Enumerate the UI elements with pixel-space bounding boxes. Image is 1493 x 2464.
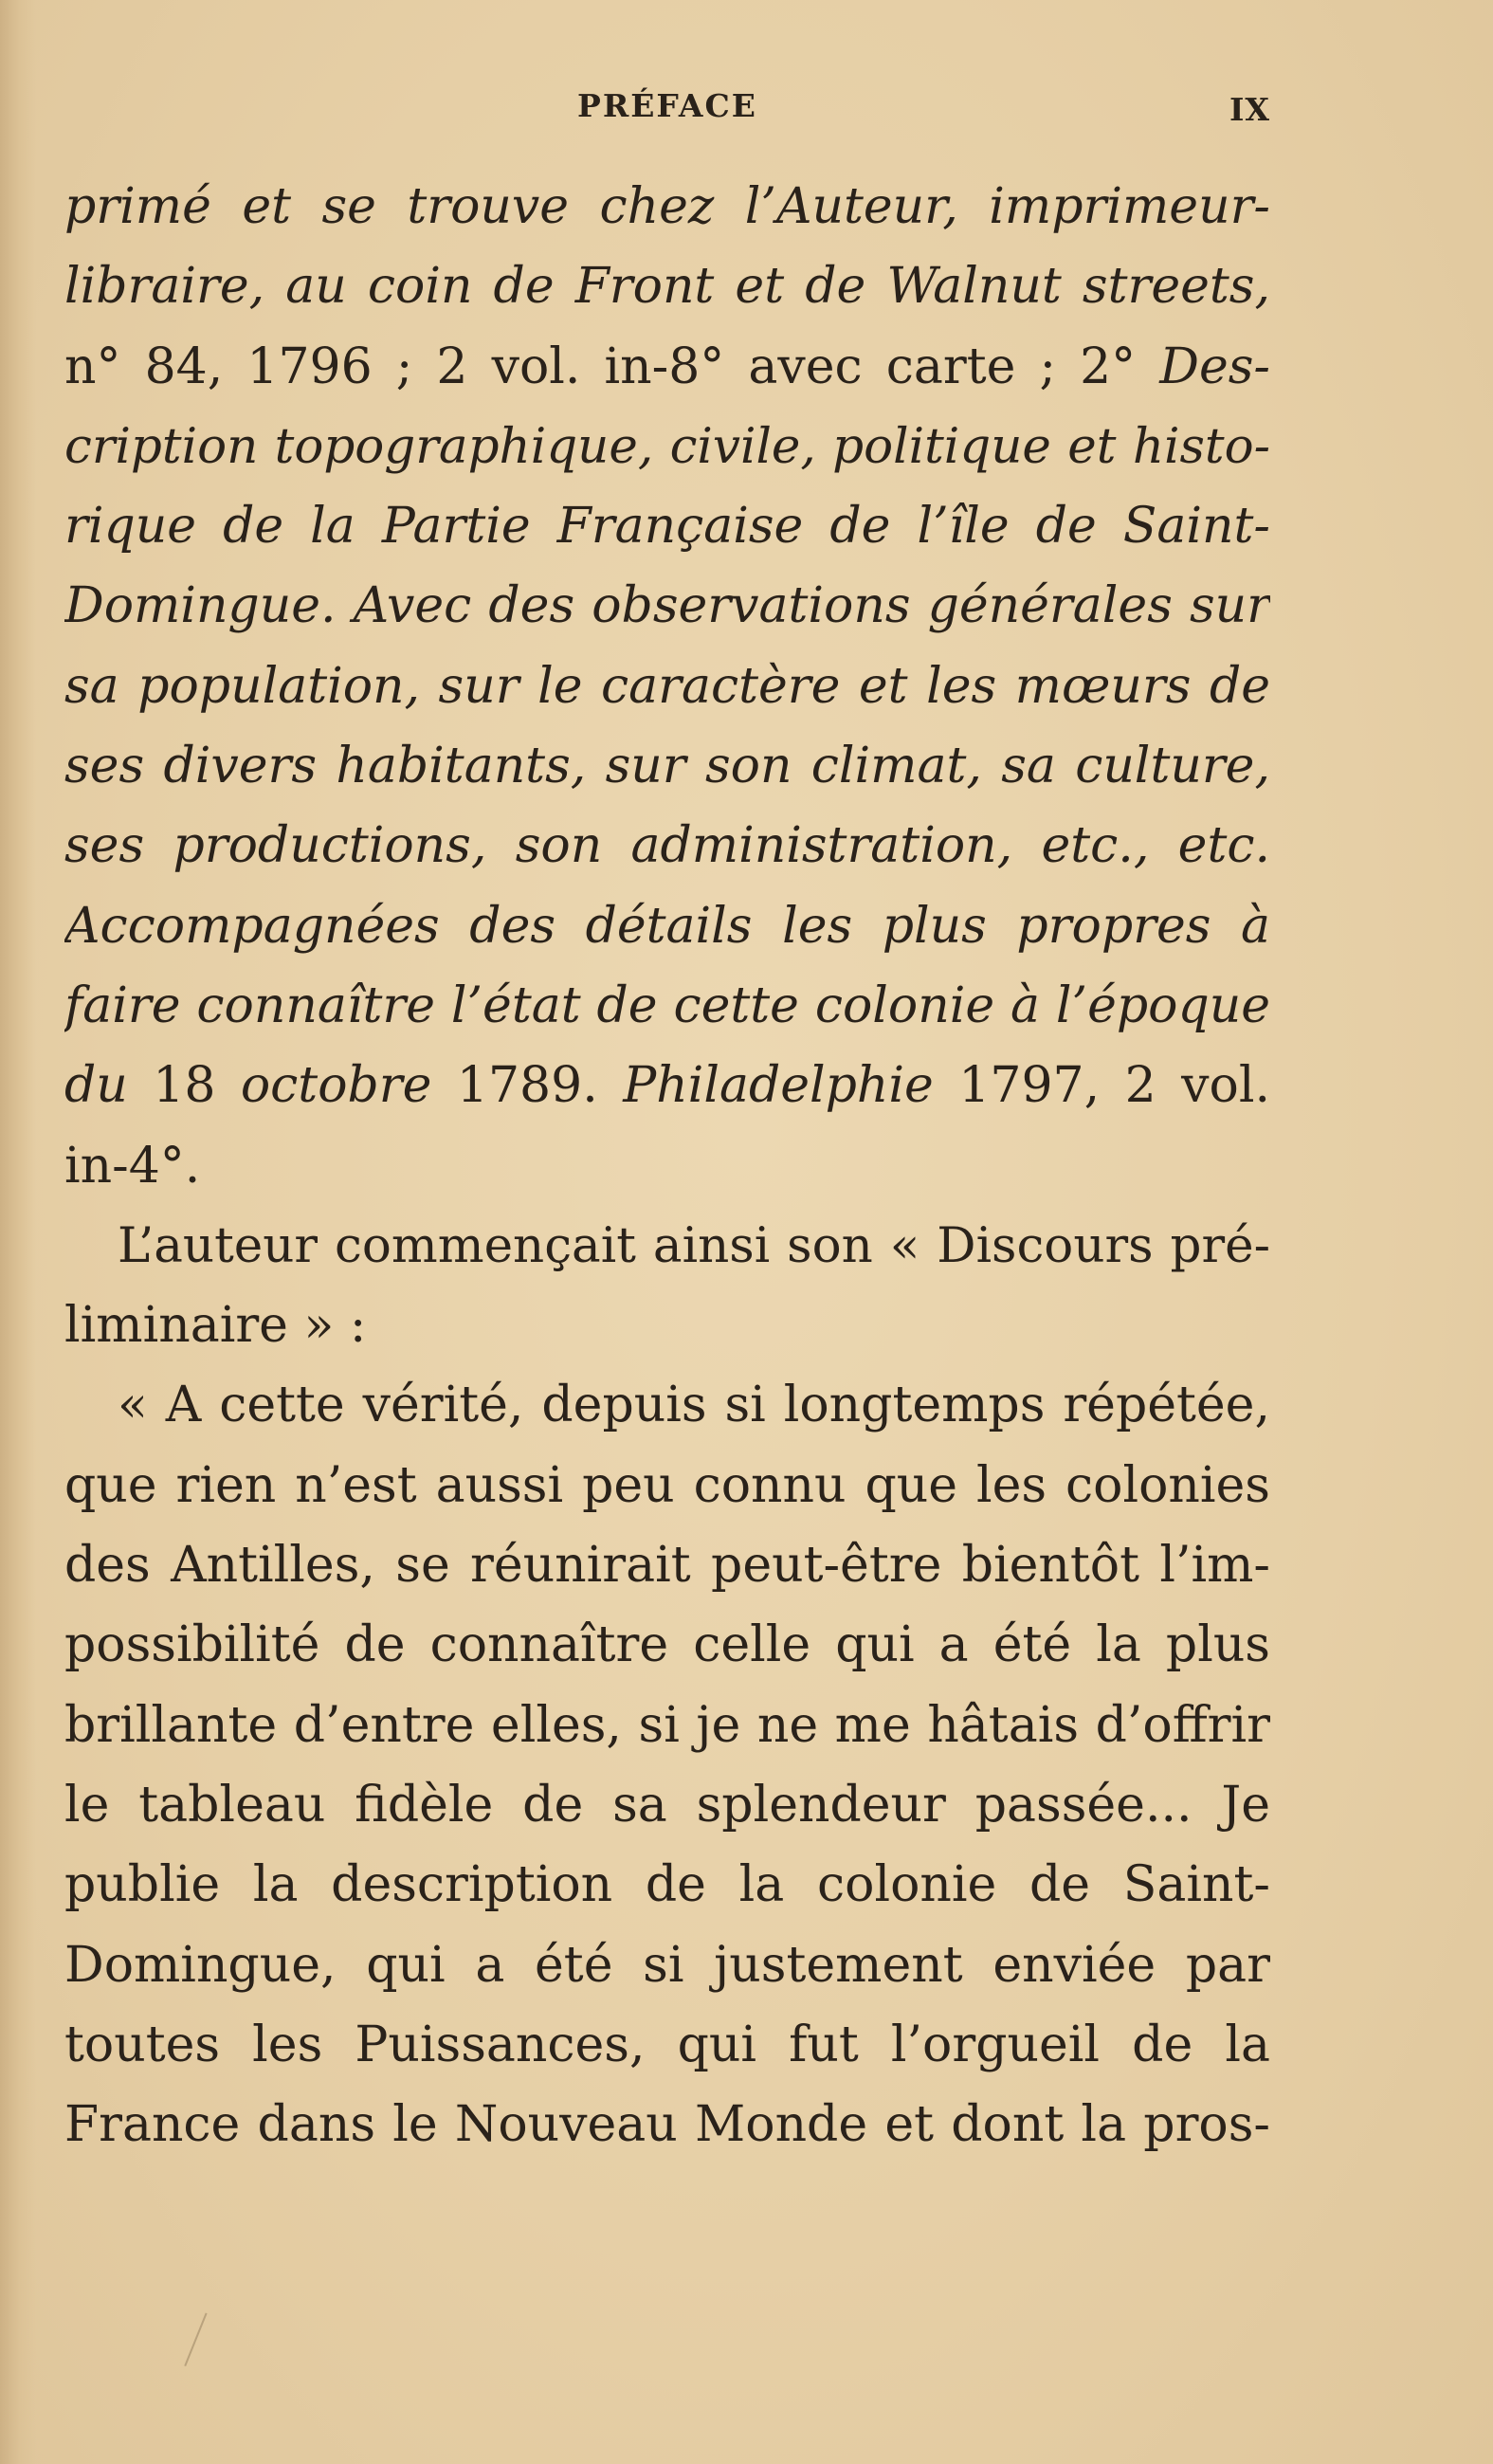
- text-span: 18: [153, 1057, 216, 1115]
- text-line: France dans le Nouveau Monde et dont la pros-: [64, 2096, 1270, 2154]
- text-line: Domingue, qui a été si justement enviée par: [64, 1936, 1270, 1994]
- text-span: du: [64, 1057, 154, 1115]
- text-span: Des-: [1159, 338, 1270, 395]
- text-line: Domingue. Avec des observations générales sur: [64, 577, 1270, 635]
- text-line: rique de la Partie Française de l’île de Saint-: [64, 498, 1270, 556]
- paper-mark: [184, 2313, 217, 2371]
- running-head: [64, 87, 1270, 135]
- text-line: sa population, sur le caractère et les mœurs de: [64, 657, 1270, 715]
- text-line: cription topographique, civile, politique et histo-: [64, 417, 1270, 475]
- text-line: ses divers habitants, sur son climat, sa culture,: [64, 738, 1270, 795]
- text-span: 1797, 2 vol.: [933, 1057, 1270, 1115]
- text-line: [64, 1046, 1270, 1125]
- intro-paragraph: [64, 1206, 1270, 1366]
- text-line: in-4°.: [64, 1137, 201, 1195]
- quote-paragraph: [64, 1365, 1270, 2164]
- text-line: publie la description de la colonie de Saint-: [64, 1856, 1270, 1914]
- text-line: « A cette vérité, depuis si longtemps répétée,: [118, 1377, 1270, 1434]
- text-line: le tableau fidèle de sa splendeur passée... Je: [64, 1776, 1270, 1834]
- text-line: L’auteur commençait ainsi son « Discours pré-: [118, 1216, 1270, 1274]
- page-title: PRÉFACE: [577, 87, 757, 124]
- body-text: [64, 167, 1270, 2164]
- text-span: 1789.: [456, 1057, 624, 1115]
- text-line: primé et se trouve chez l’Auteur, imprimeur-: [64, 178, 1270, 235]
- text-line: que rien n’est aussi peu connu que les colonies: [64, 1456, 1270, 1514]
- text-line: possibilité de connaître celle qui a été la plus: [64, 1616, 1270, 1674]
- text-span: octobre: [215, 1057, 457, 1115]
- text-line: des Antilles, se réunirait peut-être bientôt l’im-: [64, 1537, 1270, 1595]
- text-line: faire connaître l’état de cette colonie à l’époque: [64, 976, 1270, 1034]
- text-line: libraire, au coin de Front et de Walnut streets,: [64, 258, 1270, 316]
- text-span: Philadelphie: [623, 1057, 934, 1115]
- text-line: Accompagnées des détails les plus propres à: [64, 897, 1270, 955]
- text-span: n° 84, 1796 ; 2 vol. in-8° avec carte ; 2°: [64, 338, 1160, 395]
- text-line: liminaire » :: [64, 1297, 367, 1355]
- page-number: IX: [1229, 91, 1270, 128]
- text-line: toutes les Puissances, qui fut l’orgueil de la: [64, 2016, 1270, 2073]
- citation-paragraph: [64, 167, 1270, 1206]
- text-line: brillante d’entre elles, si je ne me hâtais d’offrir: [64, 1696, 1270, 1754]
- text-line: [64, 327, 1270, 407]
- text-line: ses productions, son administration, etc., etc.: [64, 817, 1270, 875]
